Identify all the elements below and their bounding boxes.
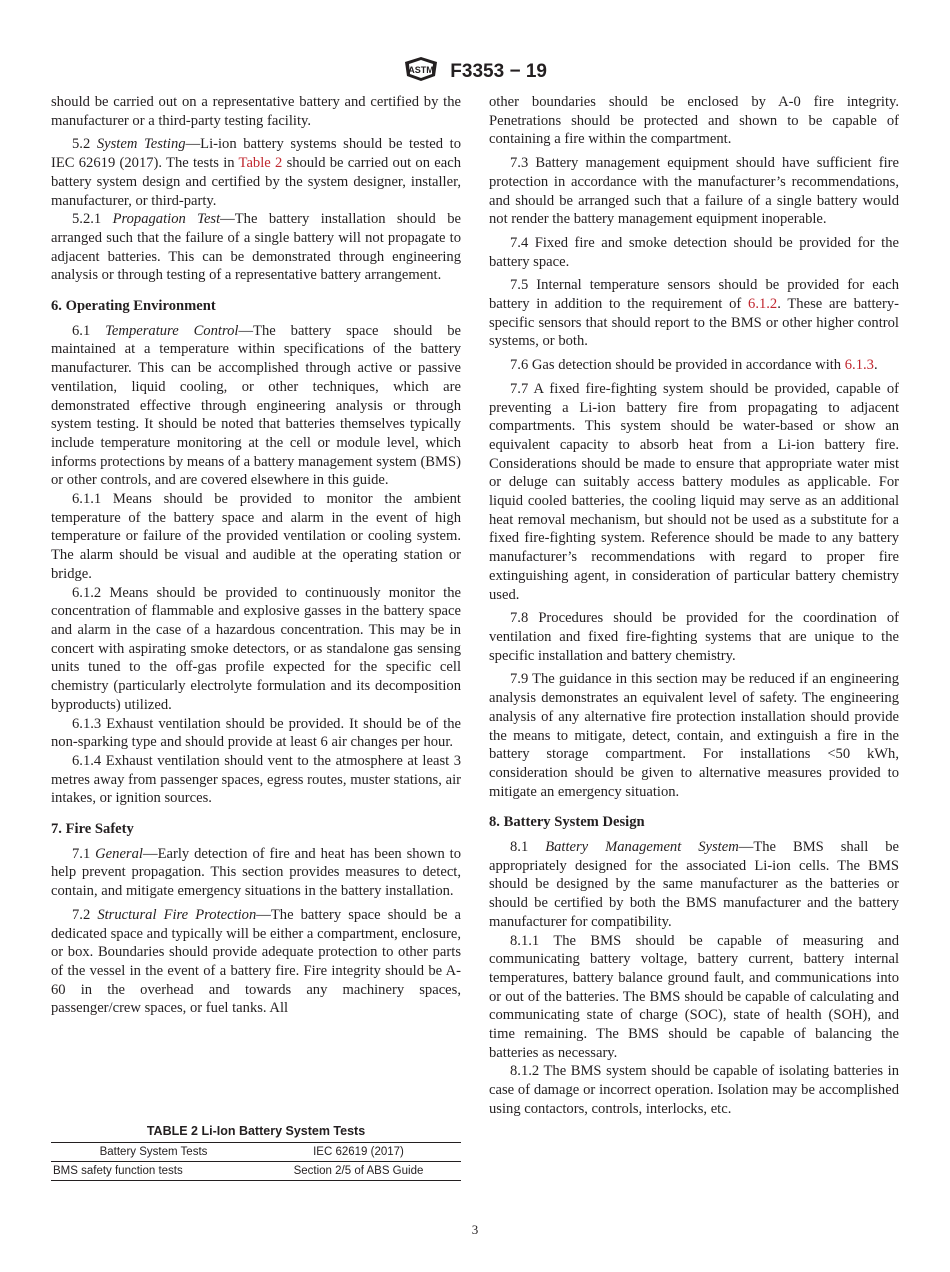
- table-cell: BMS safety function tests: [51, 1162, 256, 1181]
- table-2: [51, 1124, 461, 1181]
- section-7-2: 7.2 Structural Fire Protection—The battery space should be a dedicated space and typically will be either a compartment, enclosure, or box. Boundaries should provide adequate protection to other parts of the vessel in the event of a battery fire. Fire integrity should be A-60 in the overhead and towards any machinery spaces, passenger/crew spaces, or fuel tanks. All: [51, 906, 461, 1017]
- left-column: [51, 93, 461, 1018]
- table-caption: TABLE 2 Li-Ion Battery System Tests: [146, 1124, 366, 1138]
- section-6-1-3: 6.1.3 Exhaust ventilation should be provided. It should be of the non-sparking type and should provide at least 6 air changes per hour.: [51, 715, 461, 751]
- section-6-1-4: 6.1.4 Exhaust ventilation should vent to the atmosphere at least 3 metres away from passenger spaces, egress routes, muster stations, air intakes, or ignition sources.: [51, 752, 461, 807]
- heading-section-8: 8. Battery System Design: [489, 814, 645, 831]
- heading-section-7: 7. Fire Safety: [51, 821, 134, 838]
- svg-text:ASTM: ASTM: [408, 65, 434, 75]
- table-header-cell: IEC 62619 (2017): [256, 1143, 461, 1162]
- section-8-1-1: 8.1.1 The BMS should be capable of measuring and communicating battery voltage, battery current, battery internal temperatures, battery balance ground fault, and communications into or out of the batteries. The BMS should be capable of calculating and communicating state of charge (SOC), state of health (SOH), and time remaining. The BMS should be capable of balancing the batteries as necessary.: [489, 932, 899, 1061]
- section-5-2: 5.2 System Testing—Li-ion battery systems should be tested to IEC 62619 (2017). The tests in Table 2 should be carried out on each battery system design and certified by the system designer, installer, manufacturer, or third-party.: [51, 136, 462, 209]
- battery-tests-table: [51, 1142, 461, 1181]
- paragraph-continuation: should be carried out on a representative battery and certified by the manufacturer or a third-party testing facility.: [51, 94, 461, 129]
- section-6-1-1: 6.1.1 Means should be provided to monitor the ambient temperature of the battery space and alarm in the event of high temperature or failure of the provided ventilation or cooling system. The alarm should be visual and audible at the operating station or bridge.: [51, 491, 461, 582]
- section-6-1-2-link[interactable]: 6.1.2: [748, 296, 778, 313]
- table-cell: Section 2/5 of ABS Guide: [256, 1162, 461, 1181]
- section-7-5: 7.5 Internal temperature sensors should be provided for each battery in addition to the requirement of 6.1.2. These are battery-specific sensors that should report to the BMS or other higher control systems, or both.: [489, 277, 899, 350]
- section-7-6: 7.6 Gas detection should be provided in accordance with 6.1.3.: [510, 357, 878, 374]
- section-5-2-1: 5.2.1 Propagation Test—The battery installation should be arranged such that the failure of a single battery will not propagate to adjacent batteries. This can be demonstrated through engineering analysis or through testing of a representative battery arrangement.: [51, 211, 461, 284]
- section-7-3: 7.3 Battery management equipment should have sufficient fire protection in accordance with the manufacturer’s recommendations, and should be arranged such that a failure of a single battery would not render the battery management equipment inoperable.: [489, 155, 899, 228]
- heading-section-6: 6. Operating Environment: [51, 298, 216, 315]
- section-6-1-3-link[interactable]: 6.1.3: [844, 357, 874, 374]
- section-6-1: 6.1 Temperature Control—The battery space should be maintained at a temperature within specifications of the battery manufacturer. This can be accomplished through active or passive ventilation, liquid cooling, or other techniques, which are demonstrated effective through engineering analysis or through system testing. It should be noted that batteries themselves typically include temperature monitoring at the cell or module level, which informs protections by means of a battery management system (BMS) or other controls, and are covered elsewhere in this guide.: [51, 322, 462, 489]
- section-7-4: 7.4 Fixed fire and smoke detection should be provided for the battery space.: [489, 234, 899, 270]
- astm-logo-icon: [403, 56, 439, 88]
- section-8-1-2: 8.1.2 The BMS system should be capable of isolating batteries in case of damage or incorrect operation. Isolation may be accomplished using contactors, controls, interlocks, etc.: [489, 1063, 899, 1117]
- section-7-8: 7.8 Procedures should be provided for the coordination of ventilation and fixed fire-fighting systems that are unique to the specific installation and battery chemistry.: [489, 610, 899, 664]
- section-7-9: 7.9 The guidance in this section may be reduced if an engineering analysis demonstrates an equivalent level of safety. The engineering analysis of any alternative fire protection installation should provide the means to mitigate, detect, contain, and extinguish a fire in the battery storage compartment. For installations <50 kWh, consideration should be given to alternative measures provided to mitigate an emergency situation.: [489, 671, 899, 800]
- page-number: 3: [471, 1222, 479, 1237]
- section-7-7: 7.7 A fixed fire-fighting system should be provided, capable of preventing a Li-ion battery fire from propagating to adjacent compartments. This system should be water-based or show an equivalent capacity to absorb heat from a Li-ion battery fire. Considerations should be made to ensure that appropriate water mist or deluge can suitably access battery modules as applicable. For liquid cooled batteries, the cooling liquid may serve as an additional heat removal mechanism, but should not be used as a substitute for a fixed fire-fighting system. Reference should be made to any battery manufacturer’s recommendations with regard to proper fire extinguishing agent, in consideration of particular battery chemistry used.: [489, 380, 899, 603]
- section-7-1: 7.1 General—Early detection of fire and heat has been shown to help prevent propagation. This section provides measures to detect, contain, and mitigate emergency situations in the battery installation.: [51, 845, 461, 900]
- section-8-1: 8.1 Battery Management System—The BMS shall be appropriately designed for the associated Li-ion cells. The BMS should be designed by the same manufacturer as the batteries or should be certified by both the BMS manufacturer and the battery manufacturer for compatibility.: [489, 839, 899, 930]
- section-6-1-2: 6.1.2 Means should be provided to continuously monitor the concentration of flammable and explosive gasses in the battery space and alarm in the case of a hazardous concentration. This may be in concert with aspirating smoke detectors, or as standalone gas sensing units tuned to the off-gas profile expected for the specific cell chemistry (particularly electrolyte formulation and its decomposition byproducts) utilized.: [51, 584, 461, 713]
- page-header: [0, 56, 950, 88]
- table-2-link[interactable]: Table 2: [238, 155, 283, 172]
- document-designation: F3353 − 19: [450, 61, 547, 82]
- right-column: [489, 93, 899, 1119]
- table-row: [51, 1162, 461, 1181]
- paragraph-continuation: other boundaries should be enclosed by A-0 fire integrity. Penetrations should be protected and shown to be capable of containing a fire within the compartment.: [489, 94, 899, 148]
- table-header-cell: Battery System Tests: [51, 1143, 256, 1162]
